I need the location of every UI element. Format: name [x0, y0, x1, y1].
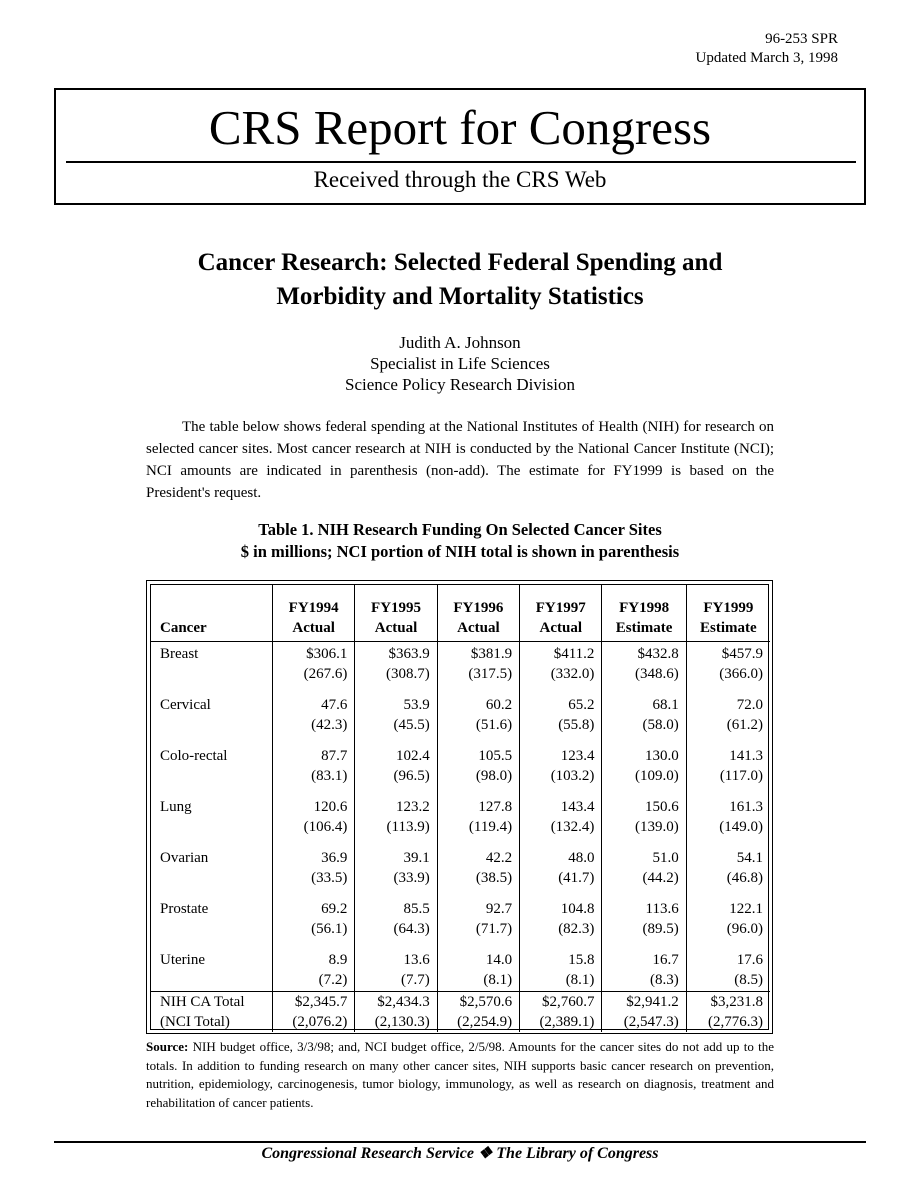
value-cell-nci: (38.5) [475, 870, 513, 886]
table-header-row [151, 585, 770, 642]
value-cell [686, 898, 770, 949]
value-cell-nih: $381.9 [470, 646, 513, 662]
value-cell-nci: (41.7) [558, 870, 595, 886]
total-cell-nih: $2,434.3 [377, 994, 430, 1010]
value-cell [686, 847, 770, 898]
value-cell [273, 847, 355, 898]
total-cell-nci: (2,389.1) [539, 1014, 595, 1030]
total-cell-nci: (2,547.3) [623, 1014, 679, 1030]
value-cell-nci: (55.8) [558, 717, 595, 733]
value-cell-nci: (7.7) [400, 972, 430, 988]
value-cell [437, 949, 519, 992]
column-header [520, 585, 602, 642]
value-cell [437, 847, 519, 898]
value-cell [273, 745, 355, 796]
value-cell-nih: 150.6 [645, 799, 679, 815]
value-cell-nci: (61.2) [726, 717, 763, 733]
value-cell [520, 949, 602, 992]
total-cell-nci: (2,076.2) [292, 1014, 348, 1030]
value-cell-nci: (267.6) [303, 666, 348, 682]
column-year: FY1994 [288, 600, 339, 616]
value-cell [355, 847, 437, 898]
value-cell [602, 949, 686, 992]
value-cell [686, 796, 770, 847]
value-cell-nih: 8.9 [328, 952, 348, 968]
value-cell [273, 898, 355, 949]
value-cell-nih: 65.2 [568, 697, 595, 713]
value-cell-nci: (33.9) [393, 870, 430, 886]
value-cell [273, 949, 355, 992]
page-footer [0, 1143, 920, 1165]
value-cell [437, 745, 519, 796]
table-row [151, 642, 770, 695]
value-cell-nih: 51.0 [652, 850, 679, 866]
value-cell [437, 642, 519, 695]
value-cell-nih: 53.9 [403, 697, 430, 713]
value-cell-nci: (33.5) [311, 870, 348, 886]
report-title [100, 246, 820, 314]
value-cell-nci: (348.6) [635, 666, 679, 682]
value-cell-nih: 69.2 [321, 901, 348, 917]
cancer-name: Prostate [160, 901, 209, 917]
column-header [602, 585, 686, 642]
banner-subtitle: Received through the CRS Web [313, 167, 607, 192]
table-caption [100, 519, 820, 563]
table-row [151, 796, 770, 847]
author-block [100, 332, 820, 395]
value-cell-nih: 17.6 [736, 952, 763, 968]
value-cell-nih: 143.4 [560, 799, 595, 815]
value-cell-nih: 60.2 [485, 697, 513, 713]
value-cell-nih: 54.1 [736, 850, 763, 866]
column-header [437, 585, 519, 642]
value-cell [686, 642, 770, 695]
cancer-name: Colo-rectal [160, 748, 228, 764]
total-label-nci: (NCI Total) [160, 1014, 230, 1030]
value-cell [686, 694, 770, 745]
column-kind: Actual [292, 620, 335, 636]
value-cell-nih: 120.6 [313, 799, 348, 815]
value-cell-nci: (106.4) [303, 819, 348, 835]
value-cell [686, 745, 770, 796]
table-row [151, 898, 770, 949]
value-cell-nci: (8.3) [650, 972, 679, 988]
value-cell [520, 898, 602, 949]
report-number: 96-253 SPR [765, 31, 838, 47]
table-source-note [146, 1038, 774, 1112]
value-cell [602, 796, 686, 847]
value-cell-nih: 15.8 [568, 952, 595, 968]
value-cell [602, 898, 686, 949]
value-cell-nih: 105.5 [478, 748, 513, 764]
value-cell [437, 694, 519, 745]
total-cell-nih: $3,231.8 [710, 994, 763, 1010]
total-label [151, 992, 273, 1033]
value-cell-nih: 127.8 [478, 799, 513, 815]
value-cell-nih: 123.4 [560, 748, 595, 764]
value-cell-nci: (44.2) [642, 870, 679, 886]
table-caption-line-1: Table 1. NIH Research Funding On Selected Cancer Sites [258, 520, 662, 539]
column-kind: Actual [374, 620, 418, 636]
value-cell [355, 694, 437, 745]
value-cell-nci: (7.2) [318, 972, 348, 988]
value-cell-nci: (366.0) [719, 666, 763, 682]
value-cell-nih: $411.2 [553, 646, 595, 662]
value-cell [355, 949, 437, 992]
total-cell-nci: (2,254.9) [457, 1014, 513, 1030]
value-cell-nci: (308.7) [385, 666, 430, 682]
column-year: FY1998 [619, 600, 670, 616]
value-cell [520, 694, 602, 745]
report-title-line-2: Morbidity and Mortality Statistics [276, 283, 644, 310]
value-cell [520, 847, 602, 898]
value-cell-nci: (119.4) [468, 819, 513, 835]
value-cell-nci: (96.0) [726, 921, 763, 937]
value-cell [602, 642, 686, 695]
total-cell-nci: (2,130.3) [374, 1014, 430, 1030]
value-cell-nih: 87.7 [321, 748, 348, 764]
table-frame [146, 580, 773, 1034]
value-cell-nih: 48.0 [568, 850, 595, 866]
source-label: Source: [146, 1039, 189, 1054]
column-year: FY1999 [703, 600, 754, 616]
value-cell-nih: 161.3 [729, 799, 763, 815]
value-cell-nci: (89.5) [642, 921, 679, 937]
cancer-name: Lung [160, 799, 192, 815]
column-header [686, 585, 770, 642]
value-cell-nih: 102.4 [395, 748, 430, 764]
value-cell-nih: $457.9 [721, 646, 763, 662]
table-body [151, 642, 770, 1033]
value-cell-nci: (42.3) [311, 717, 348, 733]
column-kind: Actual [539, 620, 582, 636]
value-cell-nci: (98.0) [475, 768, 513, 784]
value-cell [602, 694, 686, 745]
table-row [151, 949, 770, 992]
column-year: FY1995 [371, 600, 422, 616]
total-cell-nci: (2,776.3) [708, 1014, 763, 1030]
table-caption-line-2: $ in millions; NCI portion of NIH total is shown in parenthesis [240, 542, 680, 561]
total-cell [437, 992, 519, 1033]
table-row [151, 694, 770, 745]
crs-banner [54, 88, 866, 205]
value-cell-nih: 36.9 [321, 850, 348, 866]
value-cell-nci: (8.1) [565, 972, 595, 988]
author-name: Judith A. Johnson [399, 333, 521, 352]
total-cell [273, 992, 355, 1033]
value-cell-nci: (83.1) [311, 768, 348, 784]
total-label-nih: NIH CA Total [160, 994, 245, 1010]
value-cell-nci: (96.5) [393, 768, 430, 784]
cancer-name: Cervical [160, 697, 211, 713]
value-cell-nci: (56.1) [311, 921, 348, 937]
value-cell-nih: 13.6 [403, 952, 430, 968]
value-cell [355, 796, 437, 847]
value-cell-nci: (103.2) [550, 768, 595, 784]
cancer-name: Ovarian [160, 850, 209, 866]
total-cell-nih: $2,941.2 [626, 994, 679, 1010]
column-header [355, 585, 437, 642]
value-cell [520, 796, 602, 847]
column-year: FY1997 [535, 600, 586, 616]
value-cell [355, 898, 437, 949]
value-cell-nih: $306.1 [306, 646, 348, 662]
value-cell-nih: 85.5 [403, 901, 430, 917]
value-cell-nci: (8.5) [734, 972, 763, 988]
value-cell-nci: (132.4) [550, 819, 595, 835]
value-cell-nci: (8.1) [483, 972, 513, 988]
value-cell-nih: 42.2 [485, 850, 513, 866]
value-cell [437, 898, 519, 949]
value-cell-nci: (45.5) [393, 717, 430, 733]
value-cell-nci: (149.0) [719, 819, 763, 835]
fleuron-icon: ❖ [477, 1145, 493, 1162]
value-cell-nci: (64.3) [393, 921, 430, 937]
author-division: Science Policy Research Division [345, 375, 575, 394]
value-cell-nih: 39.1 [403, 850, 430, 866]
total-cell-nih: $2,760.7 [541, 994, 595, 1010]
value-cell-nih: $432.8 [637, 646, 679, 662]
value-cell-nih: 92.7 [485, 901, 513, 917]
value-cell-nih: 113.6 [645, 901, 679, 917]
value-cell-nih: 122.1 [729, 901, 763, 917]
table-row [151, 745, 770, 796]
value-cell [602, 745, 686, 796]
value-cell [273, 796, 355, 847]
total-cell [355, 992, 437, 1033]
value-cell-nih: 68.1 [652, 697, 679, 713]
column-kind: Actual [457, 620, 500, 636]
column-year: FY1996 [453, 600, 504, 616]
value-cell-nci: (332.0) [550, 666, 595, 682]
intro-paragraph: The table below shows federal spending at the National Institutes of Health (NIH) for research on selected cancer sites. Most cancer research at NIH is conducted by the National Cancer Institute (NCI); NCI amounts are indicated in parenthesis (non-add). The estimate for FY1999 is based on the President's request. [146, 419, 774, 501]
value-cell [437, 796, 519, 847]
value-cell [355, 745, 437, 796]
value-cell-nci: (139.0) [635, 819, 679, 835]
author-position: Specialist in Life Sciences [370, 354, 550, 373]
value-cell-nih: 141.3 [729, 748, 763, 764]
value-cell-nih: 16.7 [652, 952, 679, 968]
column-header [273, 585, 355, 642]
value-cell [520, 642, 602, 695]
value-cell [273, 694, 355, 745]
value-cell-nih: 72.0 [736, 697, 763, 713]
total-cell [520, 992, 602, 1033]
total-cell [602, 992, 686, 1033]
value-cell [355, 642, 437, 695]
banner-title: CRS Report for Congress [208, 100, 712, 155]
table-inner-frame [150, 584, 769, 1030]
footer-library: The Library of Congress [496, 1145, 659, 1162]
value-cell [520, 745, 602, 796]
document-id [696, 30, 838, 68]
table-row [151, 847, 770, 898]
column-header-cancer: Cancer [151, 585, 273, 642]
value-cell-nih: 14.0 [485, 952, 513, 968]
updated-date: Updated March 3, 1998 [695, 50, 838, 66]
value-cell-nci: (71.7) [475, 921, 513, 937]
value-cell-nci: (51.6) [475, 717, 513, 733]
value-cell-nci: (109.0) [635, 768, 679, 784]
value-cell-nih: 123.2 [395, 799, 430, 815]
value-cell-nih: 47.6 [321, 697, 348, 713]
value-cell-nci: (113.9) [386, 819, 430, 835]
column-kind: Estimate [700, 620, 757, 636]
value-cell-nih: $363.9 [388, 646, 430, 662]
total-cell [686, 992, 770, 1033]
value-cell-nci: (46.8) [726, 870, 763, 886]
cancer-name: Uterine [160, 952, 205, 968]
value-cell-nih: 130.0 [645, 748, 679, 764]
value-cell [686, 949, 770, 992]
banner-rule [66, 161, 856, 163]
total-cell-nih: $2,570.6 [459, 994, 513, 1010]
total-cell-nih: $2,345.7 [294, 994, 348, 1010]
total-row [151, 992, 770, 1033]
value-cell [602, 847, 686, 898]
funding-table [151, 585, 770, 1032]
cancer-name: Breast [160, 646, 199, 662]
report-title-line-1: Cancer Research: Selected Federal Spending and [197, 249, 723, 276]
value-cell-nci: (82.3) [558, 921, 595, 937]
column-kind: Estimate [615, 620, 673, 636]
value-cell-nci: (117.0) [719, 768, 763, 784]
value-cell-nci: (317.5) [468, 666, 513, 682]
value-cell [273, 642, 355, 695]
footer-org: Congressional Research Service [261, 1145, 474, 1162]
value-cell-nci: (58.0) [642, 717, 679, 733]
value-cell-nih: 104.8 [560, 901, 595, 917]
source-text: NIH budget office, 3/3/98; and, NCI budget office, 2/5/98. Amounts for the cancer sites do not add up to the totals. In addition to funding research on many other cancer sites, NIH supports basic cancer research on prevention, nutrition, epidemiology, carcinogenesis, tumor biology, immunology, as well as research on diagnosis, treatment and rehabilitation of cancer patients. [146, 1039, 774, 1110]
